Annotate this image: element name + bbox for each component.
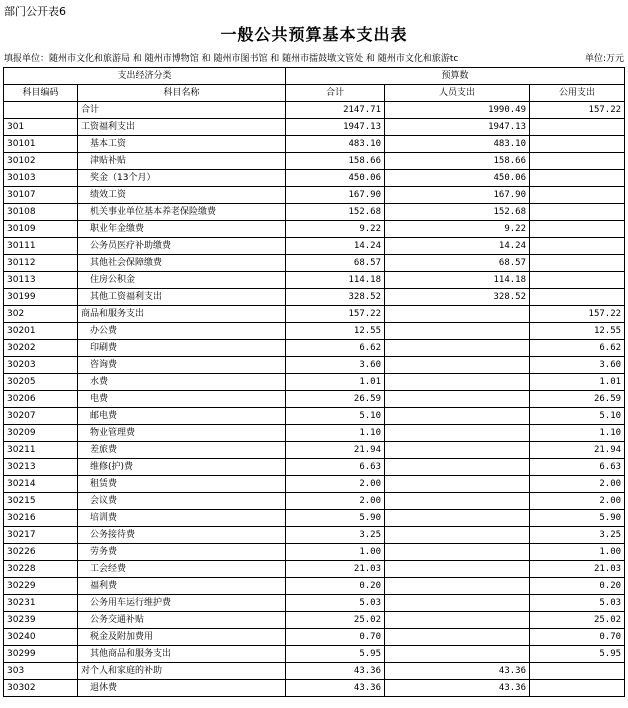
cell-public: 0.70 xyxy=(530,629,625,646)
cell-code: 30211 xyxy=(4,442,78,459)
cell-name: 电费 xyxy=(78,391,286,408)
cell-public: 0.20 xyxy=(530,578,625,595)
cell-code: 30112 xyxy=(4,255,78,272)
cell-code: 30302 xyxy=(4,680,78,697)
cell-code: 30214 xyxy=(4,476,78,493)
cell-public: 1.10 xyxy=(530,425,625,442)
cell-code: 30231 xyxy=(4,595,78,612)
page-top-label: 部门公开表6 xyxy=(4,5,66,18)
cell-public xyxy=(530,289,625,306)
cell-code: 30215 xyxy=(4,493,78,510)
cell-code: 30103 xyxy=(4,170,78,187)
cell-total: 152.68 xyxy=(286,204,385,221)
cell-total: 2.00 xyxy=(286,493,385,510)
cell-personnel: 152.68 xyxy=(385,204,530,221)
cell-name: 印刷费 xyxy=(78,340,286,357)
cell-total: 1947.13 xyxy=(286,119,385,136)
cell-name: 津贴补贴 xyxy=(78,153,286,170)
cell-total: 1.00 xyxy=(286,544,385,561)
cell-name: 维修(护)费 xyxy=(78,459,286,476)
cell-public: 6.62 xyxy=(530,340,625,357)
table-row xyxy=(4,442,625,459)
cell-public: 5.90 xyxy=(530,510,625,527)
cell-name: 公务员医疗补助缴费 xyxy=(78,238,286,255)
cell-public xyxy=(530,187,625,204)
cell-personnel xyxy=(385,425,530,442)
cell-personnel: 43.36 xyxy=(385,680,530,697)
table-row xyxy=(4,306,625,323)
table-row xyxy=(4,680,625,697)
cell-name: 职业年金缴费 xyxy=(78,221,286,238)
table-row xyxy=(4,391,625,408)
cell-name: 其他社会保障缴费 xyxy=(78,255,286,272)
cell-total: 21.94 xyxy=(286,442,385,459)
cell-personnel xyxy=(385,357,530,374)
table-row xyxy=(4,459,625,476)
cell-public: 5.10 xyxy=(530,408,625,425)
table-row xyxy=(4,153,625,170)
col-header-name: 科目名称 xyxy=(78,85,286,102)
cell-public: 21.03 xyxy=(530,561,625,578)
table-row xyxy=(4,255,625,272)
cell-total: 5.95 xyxy=(286,646,385,663)
cell-total: 3.25 xyxy=(286,527,385,544)
cell-personnel xyxy=(385,595,530,612)
column-header-row xyxy=(4,85,625,102)
econ-class-header: 支出经济分类 xyxy=(4,68,286,85)
cell-public: 157.22 xyxy=(530,306,625,323)
cell-public: 3.60 xyxy=(530,357,625,374)
cell-personnel xyxy=(385,527,530,544)
cell-personnel xyxy=(385,476,530,493)
table-row xyxy=(4,170,625,187)
cell-code: 30109 xyxy=(4,221,78,238)
cell-personnel xyxy=(385,374,530,391)
cell-name: 对个人和家庭的补助 xyxy=(78,663,286,680)
cell-code: 30201 xyxy=(4,323,78,340)
cell-name: 培训费 xyxy=(78,510,286,527)
table-row xyxy=(4,136,625,153)
cell-total: 1.01 xyxy=(286,374,385,391)
col-header-code: 科目编码 xyxy=(4,85,78,102)
table-row xyxy=(4,527,625,544)
table-row xyxy=(4,340,625,357)
cell-total: 157.22 xyxy=(286,306,385,323)
cell-personnel xyxy=(385,578,530,595)
cell-code: 30206 xyxy=(4,391,78,408)
table-row xyxy=(4,629,625,646)
cell-public: 26.59 xyxy=(530,391,625,408)
currency-unit: 单位:万元 xyxy=(584,54,624,64)
cell-public: 157.22 xyxy=(530,102,625,119)
cell-name: 租赁费 xyxy=(78,476,286,493)
cell-code: 30199 xyxy=(4,289,78,306)
cell-personnel xyxy=(385,340,530,357)
cell-name: 水费 xyxy=(78,374,286,391)
cell-public: 5.03 xyxy=(530,595,625,612)
cell-total: 26.59 xyxy=(286,391,385,408)
cell-code: 30205 xyxy=(4,374,78,391)
cell-code: 30209 xyxy=(4,425,78,442)
table-row xyxy=(4,272,625,289)
cell-personnel: 14.24 xyxy=(385,238,530,255)
cell-personnel xyxy=(385,323,530,340)
table-row xyxy=(4,408,625,425)
cell-public xyxy=(530,204,625,221)
cell-total: 5.10 xyxy=(286,408,385,425)
cell-code: 30240 xyxy=(4,629,78,646)
cell-total: 114.18 xyxy=(286,272,385,289)
cell-public: 2.00 xyxy=(530,476,625,493)
cell-name: 商品和服务支出 xyxy=(78,306,286,323)
cell-personnel xyxy=(385,459,530,476)
cell-code: 30239 xyxy=(4,612,78,629)
table-row xyxy=(4,493,625,510)
table-row xyxy=(4,323,625,340)
cell-personnel: 9.22 xyxy=(385,221,530,238)
table-row xyxy=(4,221,625,238)
cell-code: 30101 xyxy=(4,136,78,153)
cell-code: 30111 xyxy=(4,238,78,255)
cell-name: 工资福利支出 xyxy=(78,119,286,136)
table-row xyxy=(4,204,625,221)
col-header-total: 合计 xyxy=(286,85,385,102)
cell-personnel: 1990.49 xyxy=(385,102,530,119)
unit-line xyxy=(4,51,624,65)
cell-personnel xyxy=(385,544,530,561)
cell-total: 5.03 xyxy=(286,595,385,612)
cell-code: 30213 xyxy=(4,459,78,476)
cell-code: 302 xyxy=(4,306,78,323)
cell-total: 0.70 xyxy=(286,629,385,646)
cell-name: 绩效工资 xyxy=(78,187,286,204)
cell-public: 25.02 xyxy=(530,612,625,629)
cell-personnel xyxy=(385,408,530,425)
cell-personnel xyxy=(385,646,530,663)
table-row xyxy=(4,561,625,578)
table-row xyxy=(4,646,625,663)
cell-name: 办公费 xyxy=(78,323,286,340)
cell-code: 301 xyxy=(4,119,78,136)
cell-code: 30102 xyxy=(4,153,78,170)
cell-public xyxy=(530,221,625,238)
cell-name: 公务交通补贴 xyxy=(78,612,286,629)
cell-code: 30217 xyxy=(4,527,78,544)
cell-total: 6.63 xyxy=(286,459,385,476)
cell-public: 1.01 xyxy=(530,374,625,391)
table-row xyxy=(4,119,625,136)
cell-code: 30299 xyxy=(4,646,78,663)
cell-total: 5.90 xyxy=(286,510,385,527)
cell-public xyxy=(530,238,625,255)
cell-code: 303 xyxy=(4,663,78,680)
col-header-personnel: 人员支出 xyxy=(385,85,530,102)
table-row xyxy=(4,238,625,255)
cell-total: 14.24 xyxy=(286,238,385,255)
cell-personnel: 114.18 xyxy=(385,272,530,289)
cell-personnel: 158.66 xyxy=(385,153,530,170)
page-title: 一般公共预算基本支出表 xyxy=(220,25,408,44)
cell-personnel xyxy=(385,493,530,510)
cell-total: 25.02 xyxy=(286,612,385,629)
cell-personnel xyxy=(385,306,530,323)
cell-name: 劳务费 xyxy=(78,544,286,561)
cell-code: 30207 xyxy=(4,408,78,425)
cell-code: 30216 xyxy=(4,510,78,527)
cell-personnel: 483.10 xyxy=(385,136,530,153)
cell-code: 30202 xyxy=(4,340,78,357)
cell-public: 1.00 xyxy=(530,544,625,561)
cell-personnel xyxy=(385,510,530,527)
cell-total: 6.62 xyxy=(286,340,385,357)
cell-code: 30203 xyxy=(4,357,78,374)
cell-code: 30228 xyxy=(4,561,78,578)
cell-public: 5.95 xyxy=(530,646,625,663)
table-row xyxy=(4,544,625,561)
cell-total: 483.10 xyxy=(286,136,385,153)
cell-name: 其他商品和服务支出 xyxy=(78,646,286,663)
cell-name: 咨询费 xyxy=(78,357,286,374)
cell-name: 工会经费 xyxy=(78,561,286,578)
cell-total: 0.20 xyxy=(286,578,385,595)
table-row xyxy=(4,510,625,527)
cell-name: 公务接待费 xyxy=(78,527,286,544)
table-row xyxy=(4,357,625,374)
table-row xyxy=(4,612,625,629)
cell-code: 30107 xyxy=(4,187,78,204)
cell-total: 9.22 xyxy=(286,221,385,238)
cell-public: 21.94 xyxy=(530,442,625,459)
cell-name: 公务用车运行维护费 xyxy=(78,595,286,612)
cell-public xyxy=(530,663,625,680)
cell-name: 物业管理费 xyxy=(78,425,286,442)
cell-personnel xyxy=(385,612,530,629)
group-header-row xyxy=(4,68,625,85)
cell-personnel: 68.57 xyxy=(385,255,530,272)
cell-total: 43.36 xyxy=(286,663,385,680)
cell-personnel: 1947.13 xyxy=(385,119,530,136)
cell-total: 158.66 xyxy=(286,153,385,170)
table-row xyxy=(4,476,625,493)
cell-personnel: 167.90 xyxy=(385,187,530,204)
cell-personnel xyxy=(385,442,530,459)
cell-name: 退休费 xyxy=(78,680,286,697)
cell-total: 3.60 xyxy=(286,357,385,374)
cell-name: 其他工资福利支出 xyxy=(78,289,286,306)
cell-public: 12.55 xyxy=(530,323,625,340)
cell-name: 税金及附加费用 xyxy=(78,629,286,646)
cell-total: 1.10 xyxy=(286,425,385,442)
cell-name: 福利费 xyxy=(78,578,286,595)
cell-total: 2147.71 xyxy=(286,102,385,119)
table-row xyxy=(4,374,625,391)
cell-personnel xyxy=(385,561,530,578)
cell-name: 基本工资 xyxy=(78,136,286,153)
cell-code: 30229 xyxy=(4,578,78,595)
cell-code: 30113 xyxy=(4,272,78,289)
table-row xyxy=(4,595,625,612)
table-row xyxy=(4,663,625,680)
table-row xyxy=(4,187,625,204)
cell-name: 合计 xyxy=(78,102,286,119)
table-row xyxy=(4,425,625,442)
cell-code: 30226 xyxy=(4,544,78,561)
cell-name: 住房公积金 xyxy=(78,272,286,289)
cell-total: 328.52 xyxy=(286,289,385,306)
reporting-unit: 填报单位：随州市文化和旅游局 和 随州市博物馆 和 随州市图书馆 和 随州市擂鼓墩文管处 和 随州市文化和旅游tc xyxy=(4,54,459,64)
table-row xyxy=(4,578,625,595)
cell-personnel: 43.36 xyxy=(385,663,530,680)
cell-public xyxy=(530,153,625,170)
cell-total: 43.36 xyxy=(286,680,385,697)
cell-name: 会议费 xyxy=(78,493,286,510)
cell-public xyxy=(530,272,625,289)
cell-code: 30108 xyxy=(4,204,78,221)
table-body xyxy=(4,102,625,697)
cell-total: 21.03 xyxy=(286,561,385,578)
cell-personnel: 450.06 xyxy=(385,170,530,187)
cell-name: 差旅费 xyxy=(78,442,286,459)
cell-total: 167.90 xyxy=(286,187,385,204)
table-row xyxy=(4,102,625,119)
cell-public xyxy=(530,680,625,697)
cell-code xyxy=(4,102,78,119)
cell-public: 6.63 xyxy=(530,459,625,476)
cell-personnel xyxy=(385,629,530,646)
cell-public xyxy=(530,136,625,153)
cell-public xyxy=(530,255,625,272)
cell-public xyxy=(530,170,625,187)
cell-public: 3.25 xyxy=(530,527,625,544)
cell-public xyxy=(530,119,625,136)
cell-public: 2.00 xyxy=(530,493,625,510)
col-header-public: 公用支出 xyxy=(530,85,625,102)
table-row xyxy=(4,289,625,306)
cell-total: 68.57 xyxy=(286,255,385,272)
cell-name: 机关事业单位基本养老保险缴费 xyxy=(78,204,286,221)
cell-total: 450.06 xyxy=(286,170,385,187)
cell-total: 12.55 xyxy=(286,323,385,340)
budget-header: 预算数 xyxy=(286,68,625,85)
budget-table xyxy=(3,67,625,697)
cell-total: 2.00 xyxy=(286,476,385,493)
cell-name: 奖金（13个月） xyxy=(78,170,286,187)
cell-personnel xyxy=(385,391,530,408)
cell-name: 邮电费 xyxy=(78,408,286,425)
cell-personnel: 328.52 xyxy=(385,289,530,306)
